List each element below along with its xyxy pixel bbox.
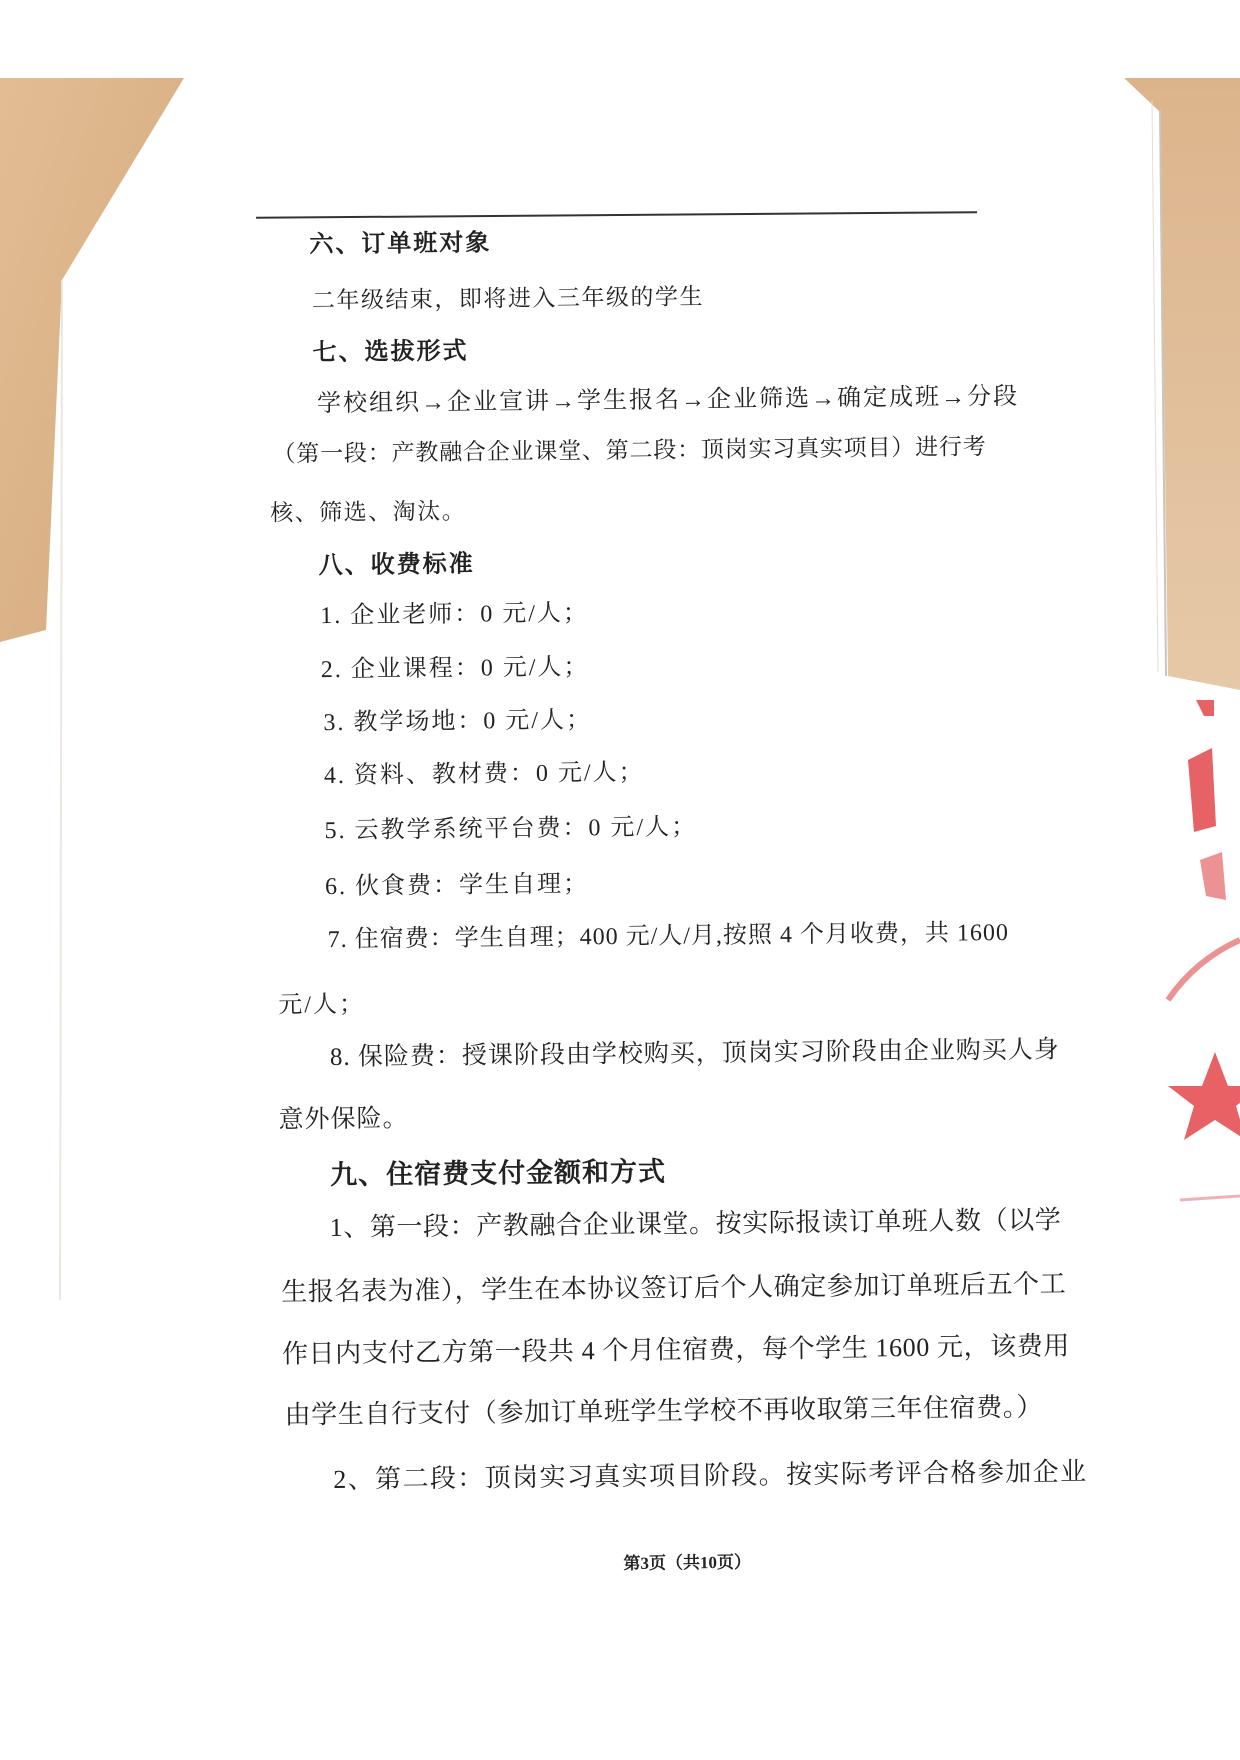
fee-item: 1. 企业老师：0 元/人； bbox=[320, 600, 590, 630]
paragraph-line: 由学生自行支付（参加订单班学生学校不再收取第三年住宿费。） bbox=[284, 1392, 1044, 1430]
fee-item: 8. 保险费：授课阶段由学校购买，顶岗实习阶段由企业购买人身 bbox=[329, 1036, 1060, 1072]
section-heading: 九、住宿费支付金额和方式 bbox=[329, 1156, 667, 1191]
header-rule bbox=[0, 0, 1234, 307]
paragraph-line: 1、第一段：产教融合企业课堂。按实际报读订单班人数（以学 bbox=[329, 1205, 1062, 1243]
paragraph-line: 作日内支付乙方第一段共 4 个月住宿费，每个学生 1600 元，该费用 bbox=[281, 1331, 1071, 1369]
fee-item-continued: 元/人； bbox=[278, 991, 366, 1019]
fee-item: 2. 企业课程：0 元/人； bbox=[320, 654, 590, 684]
section-heading: 八、收费标准 bbox=[318, 551, 475, 580]
section-heading: 七、选拔形式 bbox=[312, 338, 469, 367]
fee-item: 6. 伙食费：学生自理； bbox=[324, 871, 590, 901]
paragraph-line: （第一段：产教融合企业课堂、第二段：顶岗实习真实项目）进行考 bbox=[272, 434, 987, 467]
fee-item: 5. 云教学系统平台费：0 元/人； bbox=[324, 814, 698, 845]
paragraph-line: 核、筛选、淘汰。 bbox=[270, 498, 467, 526]
fee-item: 3. 教学场地：0 元/人； bbox=[323, 707, 593, 737]
fee-item: 4. 资料、教材费：0 元/人； bbox=[323, 759, 645, 790]
paragraph-line: 生报名表为准），学生在本协议签订后个人确定参加订单班后五个工 bbox=[281, 1269, 1067, 1307]
section-heading: 六、订单班对象 bbox=[309, 230, 492, 259]
fee-item: 7. 住宿费：学生自理；400 元/人/月,按照 4 个月收费，共 1600 bbox=[327, 919, 1010, 954]
section-paragraph: 二年级结束，即将进入三年级的学生 bbox=[311, 284, 705, 314]
fee-item-continued: 意外保险。 bbox=[278, 1105, 409, 1134]
paragraph-line: 2、第二段：顶岗实习真实项目阶段。按实际考评合格参加企业 bbox=[333, 1457, 1088, 1495]
paragraph-line: 学校组织→企业宣讲→学生报名→企业筛选→确定成班→分段 bbox=[316, 383, 1020, 418]
page-number: 第3页（共10页） bbox=[623, 1552, 752, 1574]
